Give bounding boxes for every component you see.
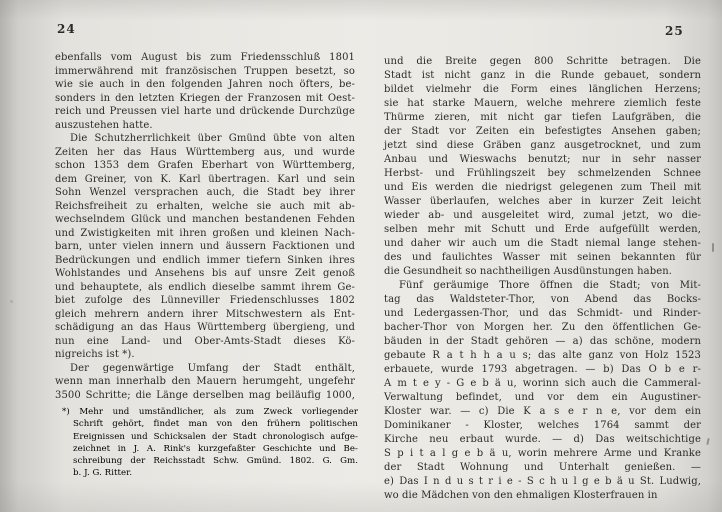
footnote-line: Schrift gehört, findet man von den frühern politischen: [73, 419, 358, 430]
scan-speck: [712, 243, 714, 252]
text-line: Kloster war. — c) Die K a s e r n e, vor dem ein: [384, 406, 701, 417]
text-line: tag das Waldsteter-Thor, von Abend das Bocks-: [384, 294, 701, 305]
text-line: immerwährend mit französischen Truppen besetzt, so: [55, 65, 355, 77]
text-line: und Eis werden die niedrigst gelegenen zum Theil mit: [384, 182, 701, 193]
page-number-right: 25: [665, 24, 684, 38]
text-line: S p i t a l g e b ä u, worin mehrere Arme und Kranke: [384, 448, 701, 459]
page-right-body: [384, 55, 701, 503]
text-line: und behauptete, als endlich dieselbe sammt ihrem Ge-: [55, 281, 355, 293]
text-line: Bedrückungen und endlich immer tiefern Sinken ihres: [55, 254, 355, 266]
text-line: 3500 Schritte; die Länge derselben mag beiläufig 1000,: [55, 389, 355, 401]
text-line: schon 1353 dem Grafen Eberhart von Württemberg,: [55, 160, 355, 171]
scan-speck: [10, 300, 13, 303]
text-line: Sohn Wenzel versprachen auch, die Stadt bey ihrer: [55, 187, 355, 198]
text-line: Verwaltung befindet, und vor dem ein Augustiner-: [384, 392, 701, 403]
text-line: Dominikaner - Kloster, welches 1764 sammt der: [384, 420, 701, 431]
text-line: nigreichs ist *).: [55, 349, 135, 360]
page-left-body: [55, 51, 355, 402]
text-line: Wasser überlaufen, welches aber in kurzer Zeit leicht: [384, 196, 701, 207]
page-left-footnote: [62, 406, 358, 480]
text-line: und daher wir auch um die Stadt niemal lange stehen-: [384, 238, 701, 249]
text-line: reich und Preussen viel harte und drückende Durchzüge: [55, 106, 355, 117]
text-line: bäuden in der Stadt gehören — a) das schöne, modern: [384, 336, 701, 347]
text-line: der Stadt Wohnung und Unterhalt genießen. —: [384, 462, 701, 473]
text-line: gleich mehrern andern ihrer Mitschwestern als Ent-: [55, 308, 355, 320]
text-line: bildet vielmehr die Form eines länglichen Herzens;: [384, 84, 701, 95]
text-line: und Zwistigkeiten mit ihren großen und kleinen Nach-: [55, 227, 355, 239]
text-line: Fünf geräumige Thore öffnen die Stadt; von Mit-: [399, 280, 701, 291]
text-line: dem Greiner, von K. Karl übertragen. Karl und sein: [55, 173, 355, 185]
text-line: Der gegenwärtige Umfang der Stadt enthält,: [70, 362, 355, 374]
text-line: wie sie auch in den folgenden Jahren noch öfters, be-: [55, 79, 355, 90]
footnote-line: *) Mehr und umständlicher, als zum Zweck vorliegender: [62, 407, 358, 417]
text-line: die Gesundheit so nachtheiligen Ausdünstungen haben.: [384, 266, 673, 277]
text-line: auszustehen hatte.: [55, 119, 153, 131]
text-line: sonders in den letzten Kriegen der Franzosen mit Oest-: [55, 92, 355, 104]
page-number-left: 24: [57, 22, 76, 36]
text-line: wieder ab- und ausgeleitet wird, zumal jetzt, wo die-: [384, 210, 701, 221]
text-line: des und faulichtes Wasser mit seinen bekannten für: [384, 252, 701, 263]
text-line: bacher-Thor von Morgen her. Zu den öffentlichen Ge-: [384, 322, 701, 333]
text-line: und Ledergassen-Thor, und das Schmidt- und Rinder-: [384, 308, 701, 319]
page-right: [384, 55, 701, 503]
text-line: jetzt sind diese Gräben ganz ausgetrocknet, und zum: [384, 140, 701, 151]
footnote-line: b. J. G. Ritter.: [73, 468, 133, 479]
text-line: Kirche neu erbaut wurde. — d) Das weitschichtige: [384, 434, 701, 445]
text-line: sie hat starke Mauern, welche mehrere ziemlich feste: [384, 98, 701, 109]
text-line: Reichsfreiheit zu erhalten, welche sie auch mit ab-: [55, 200, 355, 212]
text-line: erbauete, wurde 1793 abgetragen. — b) Das O b e r-: [384, 364, 701, 375]
scan-speck: [706, 438, 709, 445]
text-line: wo die Mädchen von den ehmaligen Klosterfrauen in: [384, 490, 658, 501]
text-line: nun eine Land- und Ober-Amts-Stadt dieses Kö-: [55, 335, 355, 347]
text-line: Herbst- und Frühlingszeit bey schmelzenden Schnee: [384, 168, 701, 179]
text-line: der Stadt vor Zeiten ein befestigtes Ansehen gaben;: [384, 126, 701, 137]
text-line: Zeiten her das Haus Württemberg aus, und wurde: [55, 146, 355, 158]
text-line: ebenfalls vom August bis zum Friedensschluß 1801: [55, 52, 355, 63]
text-line: selben mehr mit Schutt und Erde aufgefüllt werden,: [384, 224, 701, 235]
footnote-line: schreibung der Reichsstadt Schw. Gmünd. 1802. G. Gm.: [73, 456, 358, 467]
text-line: gebaute R a t h h a u s; das alte ganz von Holz 1523: [384, 350, 701, 361]
text-line: biet zufolge des Lünneviller Friedenschlusses 1802: [55, 295, 355, 306]
text-line: Stadt ist nicht ganz in die Runde gebauet, sondern: [384, 70, 701, 81]
text-line: Thürme zieren, mit nicht gar tiefen Laufgräben, die: [384, 112, 701, 123]
text-line: e) Das I n d u s t r i e - S c h u l g e b ä u St. Ludwig,: [384, 476, 701, 487]
text-line: wenn man innerhalb den Mauern herumgeht, ungefehr: [55, 376, 355, 387]
text-line: wechselndem Glück und manchen bestandenen Fehden: [55, 214, 355, 225]
footnote-line: zeichnet in J. A. Rink's kurzgefaßter Geschichte und Be-: [73, 443, 358, 454]
footnote-line: Ereignissen und Schicksalen der Stadt chronologisch aufge-: [73, 431, 358, 442]
page-left: [55, 51, 355, 402]
text-line: schädigung an das Haus Württemberg übergieng, und: [55, 322, 355, 333]
text-line: Anbau und Wieswachs benutzt; nur in sehr nasser: [384, 154, 701, 165]
text-line: Die Schutzherrlichkeit über Gmünd übte von alten: [70, 133, 355, 144]
text-line: A m t e y - G e b ä u, worinn sich auch die Cammeral-: [384, 378, 701, 389]
text-line: und die Breite gegen 800 Schritte betragen. Die: [384, 56, 701, 67]
text-line: barn, unter vielen innern und äussern Facktionen und: [55, 241, 355, 252]
text-line: Wohlstandes und Ansehens bis auf unsre Zeit genoß: [55, 268, 355, 279]
